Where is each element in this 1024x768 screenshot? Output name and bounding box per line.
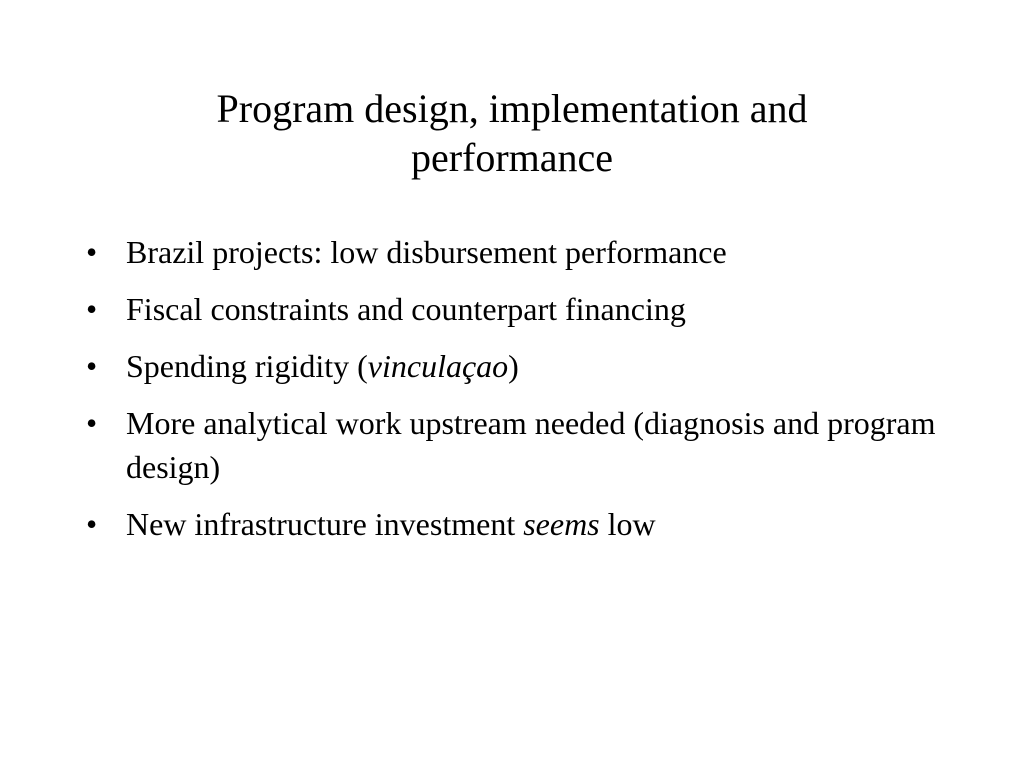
- bullet-text-2: Fiscal constraints and counterpart financing: [126, 291, 686, 327]
- bullet-list: [86, 230, 946, 559]
- bullet-text-1: Brazil projects: low disbursement performance: [126, 234, 727, 270]
- bullet-text-3-part-2: vinculaçao: [367, 348, 509, 384]
- bullet-item-3: [86, 344, 946, 388]
- bullet-item-4: [86, 401, 946, 489]
- bullet-text-5-part-2: seems: [523, 506, 600, 542]
- slide-title-line-1: Program design, implementation and: [216, 86, 808, 131]
- bullet-text-5-part-3: low: [599, 506, 656, 542]
- bullet-text-3-part-1: Spending rigidity (: [126, 348, 368, 384]
- bullet-text-5-part-1: New infrastructure investment: [126, 506, 524, 542]
- slide-title: [80, 84, 944, 182]
- slide-title-line-2: performance: [410, 135, 614, 180]
- bullet-text-3-part-3: ): [508, 348, 519, 384]
- bullet-text-4: More analytical work upstream needed (diagnosis and program design): [126, 405, 936, 485]
- bullet-item-2: [86, 287, 946, 331]
- bullet-item-1: [86, 230, 946, 274]
- bullet-item-5: [86, 502, 946, 546]
